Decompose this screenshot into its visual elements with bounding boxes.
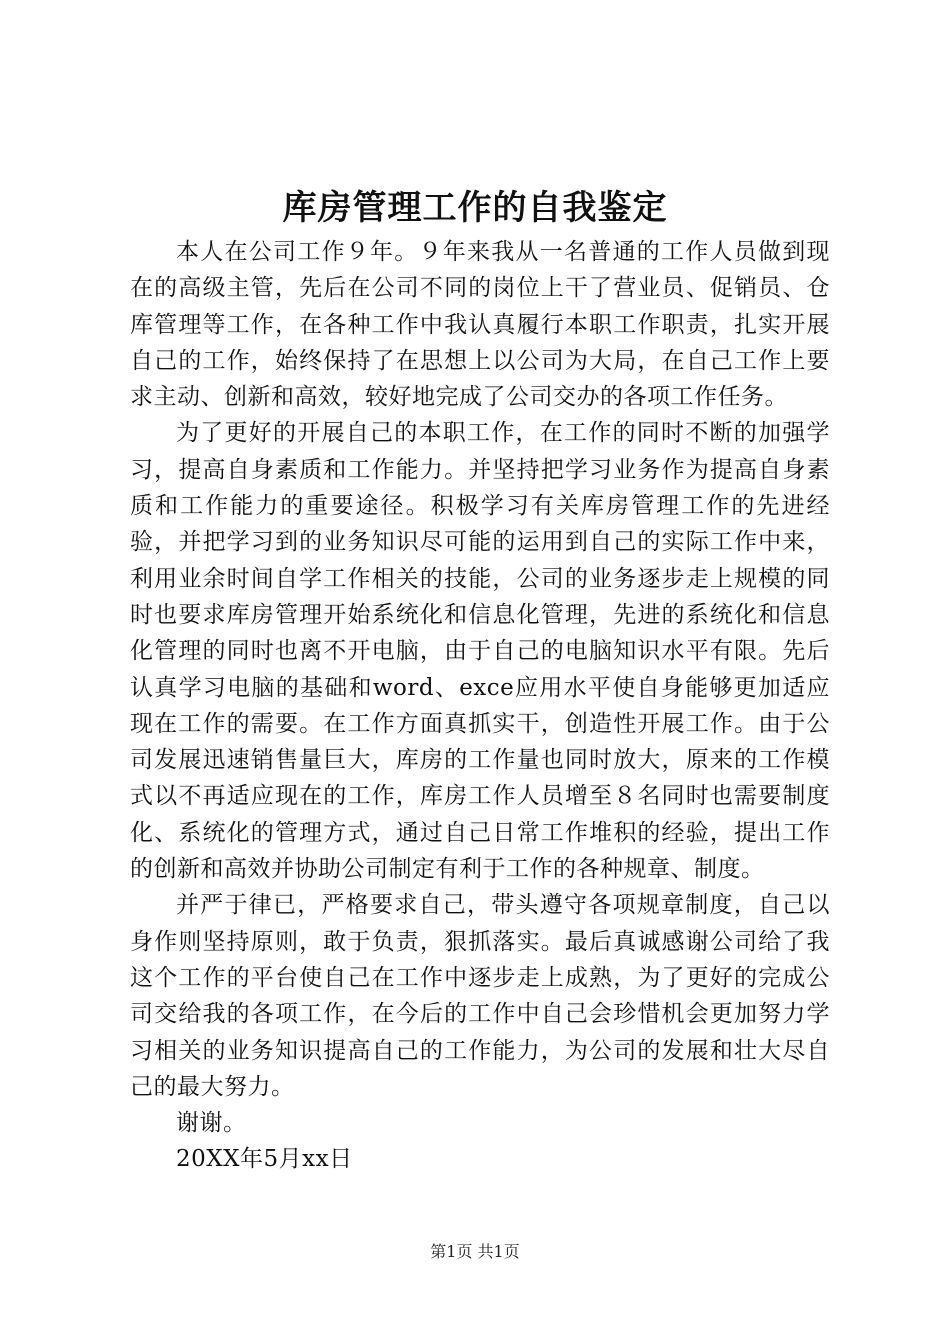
paragraph-3: 并严于律已，严格要求自己，带头遵守各项规章制度，自己以身作则坚持原则，敢于负责，狠抓落实。最后真诚感谢公司给了我这个工作的平台使自己在工作中逐步走上成熟，为了更好的完成公司交给我的各项工作，在今后的工作中自己会珍惜机会更加努力学习相关的业务知识提高自己的工作能力，为公司的发展和壮大尽自己的最大努力。 (130, 892, 830, 1100)
page-footer: 第1页 共1页 (430, 1242, 520, 1261)
paragraph-2: 为了更好的开展自己的本职工作，在工作的同时不断的加强学习，提高自身素质和工作能力。并坚持把学习业务作为提高自身素质和工作能力的重要途径。积极学习有关库房管理工作的先进经验，并把学习到的业务知识尽可能的运用到自己的实际工作中来，利用业余时间自学工作相关的技能，公司的业务逐步走上规模的同时也要求库房管理开始系统化和信息化管理，先进的系统化和信息化管理的同时也离不开电脑，由于自己的电脑知识水平有限。先后认真学习电脑的基础和word、exce应用水平使自身能够更加适应现在工作的需要。在工作方面真抓实干，创造性开展工作。由于公司发展迅速销售量巨大，库房的工作量也同时放大，原来的工作模式以不再适应现在的工作，库房工作人员增至８名同时也需要制度化、系统化的管理方式，通过自己日常工作堆积的经验，提出工作的创新和高效并协助公司制定有利于工作的各种规章、制度。 (130, 420, 830, 883)
paragraph-1: 本人在公司工作９年。９年来我从一名普通的工作人员做到现在的高级主管，先后在公司不同的岗位上干了营业员、促销员、仓库管理等工作，在各种工作中我认真履行本职工作职责，扎实开展自己的工作，始终保持了在思想上以公司为大局，在自己工作上要求主动、创新和高效，较好地完成了公司交办的各项工作任务。 (130, 239, 830, 411)
document-body (130, 234, 830, 1178)
signature-date: 20XX年5月xx日 (176, 1146, 353, 1173)
document-title: 库房管理工作的自我鉴定 (282, 188, 668, 228)
closing-thanks: 谢谢。 (176, 1110, 247, 1137)
